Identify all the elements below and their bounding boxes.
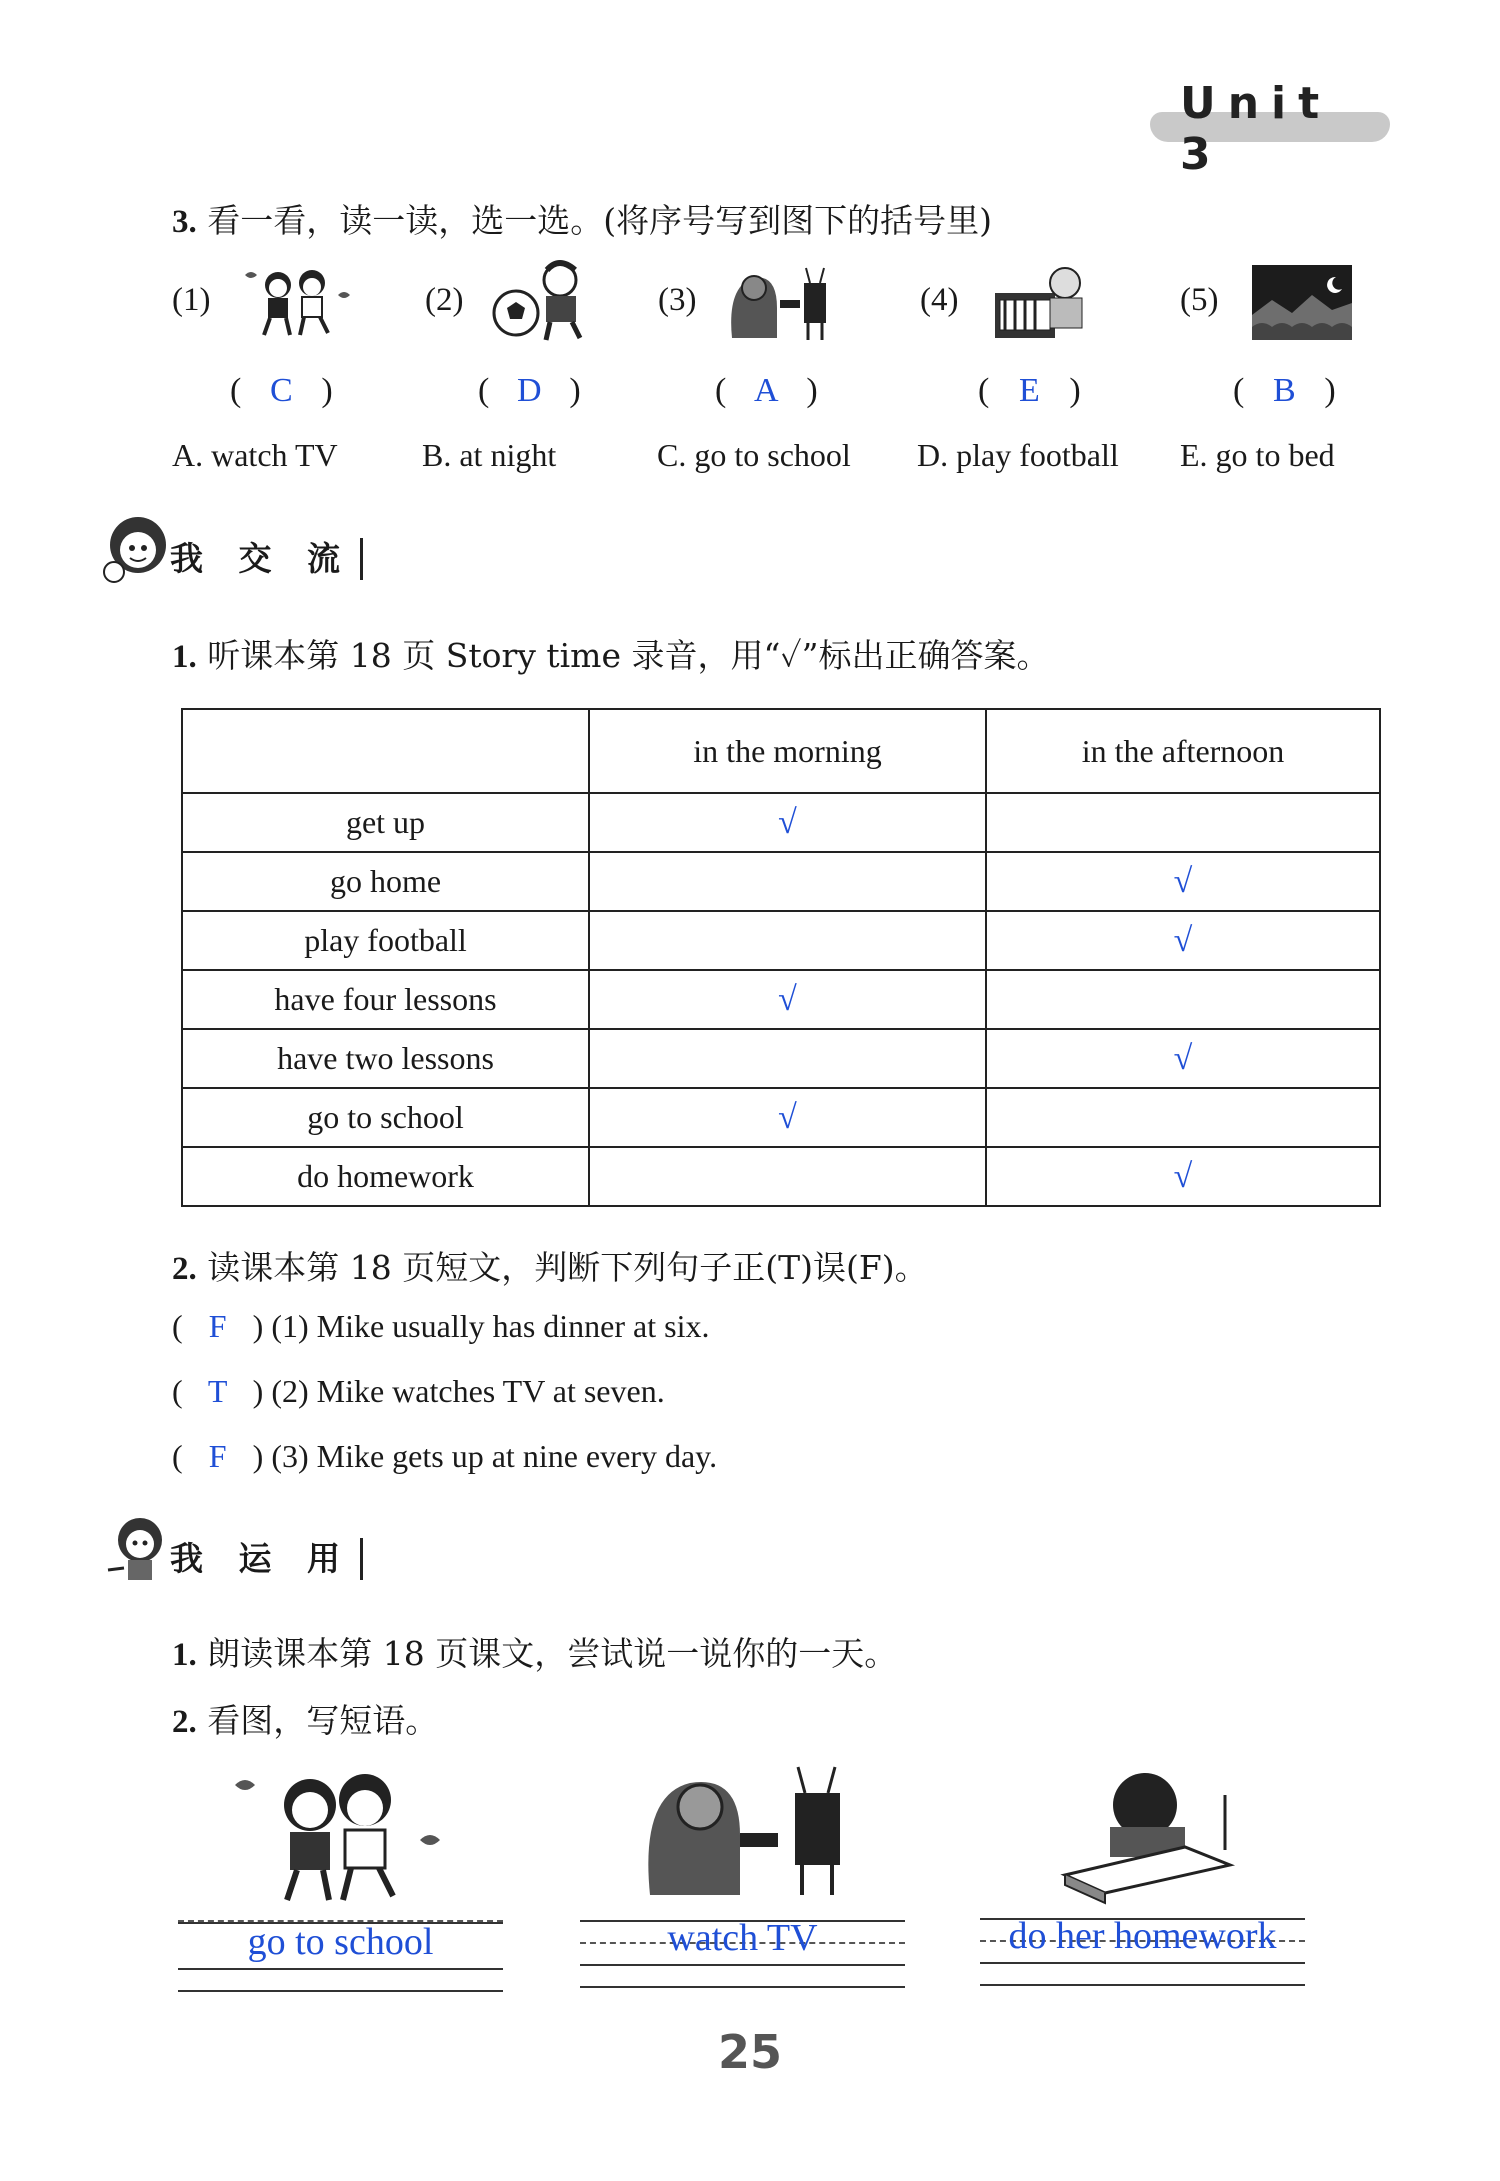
- write-answer-3[interactable]: do her homework: [1008, 1915, 1277, 1957]
- morning-check-cell[interactable]: [589, 852, 986, 911]
- afternoon-check-cell[interactable]: [986, 970, 1380, 1029]
- truefalse-heading: [172, 1242, 928, 1289]
- unit-badge: [1150, 70, 1390, 180]
- afternoon-check-cell[interactable]: √: [986, 1147, 1380, 1206]
- truefalse-item-1: ( F ) (1) Mike usually has dinner at six.: [172, 1308, 710, 1344]
- q3-item-label-1: (1): [172, 282, 211, 318]
- child-mascot-icon: [100, 510, 175, 590]
- q3-heading: [172, 195, 992, 242]
- morning-check-cell[interactable]: [589, 1029, 986, 1088]
- q3-item-label-2: (2): [425, 282, 464, 318]
- table-header-row: [182, 709, 1380, 793]
- q3-item-label-3: (3): [658, 282, 697, 318]
- truefalse-title: 读课本第 18 页短文，判断下列句子正(T)误(F)。: [207, 1248, 928, 1287]
- q3-option-e: E. go to bed: [1180, 437, 1335, 473]
- watching-tv-icon: [640, 1755, 855, 1905]
- night-sky-icon: [1252, 265, 1352, 340]
- q3-option-b: B. at night: [422, 437, 557, 473]
- activity-cell: have two lessons: [182, 1029, 589, 1088]
- listen-number: 1.: [172, 639, 197, 675]
- q3-answer-1[interactable]: ( C ): [230, 372, 333, 409]
- table-header-blank: [182, 709, 589, 793]
- q3-option-a: A. watch TV: [172, 437, 338, 473]
- q3-number: 3.: [172, 204, 197, 240]
- afternoon-check-cell[interactable]: √: [986, 911, 1380, 970]
- girl-homework-icon: [1055, 1765, 1240, 1905]
- children-walking-icon: [240, 265, 355, 340]
- morning-check-cell[interactable]: [589, 911, 986, 970]
- apply-q2: 2. 看图，写短语。: [172, 1701, 439, 1740]
- truefalse-number: 2.: [172, 1251, 197, 1287]
- apply-q2-text: 看图，写短语。: [207, 1701, 439, 1740]
- section-apply-header: [100, 1510, 400, 1590]
- apply-q1-text: 朗读课本第 18 页课文，尝试说一说你的一天。: [207, 1634, 898, 1673]
- table-row: [182, 1088, 1380, 1147]
- truefalse-text-2: Mike watches TV at seven.: [316, 1373, 665, 1409]
- q3-option-d: D. play football: [917, 437, 1119, 473]
- listen-title: 听课本第 18 页 Story time 录音，用“✓”标出正确答案。: [207, 636, 1050, 675]
- morning-check-cell[interactable]: √: [589, 1088, 986, 1147]
- table-row: [182, 911, 1380, 970]
- table-header-afternoon: in the afternoon: [986, 709, 1380, 793]
- going-to-bed-icon: [990, 258, 1090, 343]
- q3-answer-5[interactable]: ( B ): [1233, 372, 1336, 409]
- activity-cell: go to school: [182, 1088, 589, 1147]
- afternoon-check-cell[interactable]: √: [986, 1029, 1380, 1088]
- section-communicate-title: 我 交 流: [170, 538, 363, 580]
- truefalse-answer-1[interactable]: F: [208, 1308, 227, 1344]
- activity-cell: go home: [182, 852, 589, 911]
- q3-answer-3[interactable]: ( A ): [715, 372, 818, 409]
- truefalse-text-1: Mike usually has dinner at six.: [316, 1308, 710, 1344]
- page-number: 25: [717, 2025, 782, 2079]
- truefalse-label-2: (2): [271, 1373, 309, 1409]
- girl-mascot-icon: [100, 1510, 175, 1590]
- afternoon-check-cell[interactable]: [986, 1088, 1380, 1147]
- write-answer-1[interactable]: go to school: [247, 1921, 434, 1963]
- table-row: [182, 970, 1380, 1029]
- morning-check-cell[interactable]: √: [589, 970, 986, 1029]
- activity-cell: play football: [182, 911, 589, 970]
- apply-q1: 1. 朗读课本第 18 页课文，尝试说一说你的一天。: [172, 1634, 898, 1673]
- morning-check-cell[interactable]: [589, 1147, 986, 1206]
- activity-cell: do homework: [182, 1147, 589, 1206]
- truefalse-label-1: (1): [271, 1308, 309, 1344]
- truefalse-text-3: Mike gets up at nine every day.: [316, 1438, 718, 1474]
- write-answer-2[interactable]: watch TV: [667, 1917, 818, 1959]
- boy-football-icon: [492, 258, 592, 343]
- q3-title: 看一看，读一读，选一选。(将序号写到图下的括号里): [207, 201, 992, 240]
- q3-item-label-5: (5): [1180, 282, 1219, 318]
- table-row: [182, 852, 1380, 911]
- listen-table: [181, 708, 1381, 1207]
- truefalse-answer-2[interactable]: T: [207, 1373, 228, 1409]
- q3-option-c: C. go to school: [657, 437, 851, 473]
- truefalse-answer-3[interactable]: F: [208, 1438, 227, 1474]
- truefalse-label-3: (3): [271, 1438, 309, 1474]
- truefalse-item-2: ( T ) (2) Mike watches TV at seven.: [172, 1373, 665, 1409]
- table-row: [182, 1029, 1380, 1088]
- q3-item-label-4: (4): [920, 282, 959, 318]
- activity-cell: have four lessons: [182, 970, 589, 1029]
- listen-heading: [172, 630, 1050, 677]
- unit-label: Unit 3: [1180, 78, 1332, 180]
- section-apply-title: 我 运 用: [170, 1538, 363, 1580]
- q3-answer-4[interactable]: ( E ): [978, 372, 1081, 409]
- watching-tv-icon: [722, 258, 832, 343]
- afternoon-check-cell[interactable]: √: [986, 852, 1380, 911]
- afternoon-check-cell[interactable]: [986, 793, 1380, 852]
- table-row: [182, 793, 1380, 852]
- table-header-morning: in the morning: [589, 709, 986, 793]
- morning-check-cell[interactable]: √: [589, 793, 986, 852]
- activity-cell: get up: [182, 793, 589, 852]
- table-row: [182, 1147, 1380, 1206]
- section-communicate-header: [100, 510, 400, 590]
- truefalse-item-3: ( F ) (3) Mike gets up at nine every day.: [172, 1438, 718, 1474]
- children-walking-icon: [225, 1760, 455, 1910]
- q3-answer-2[interactable]: ( D ): [478, 372, 581, 409]
